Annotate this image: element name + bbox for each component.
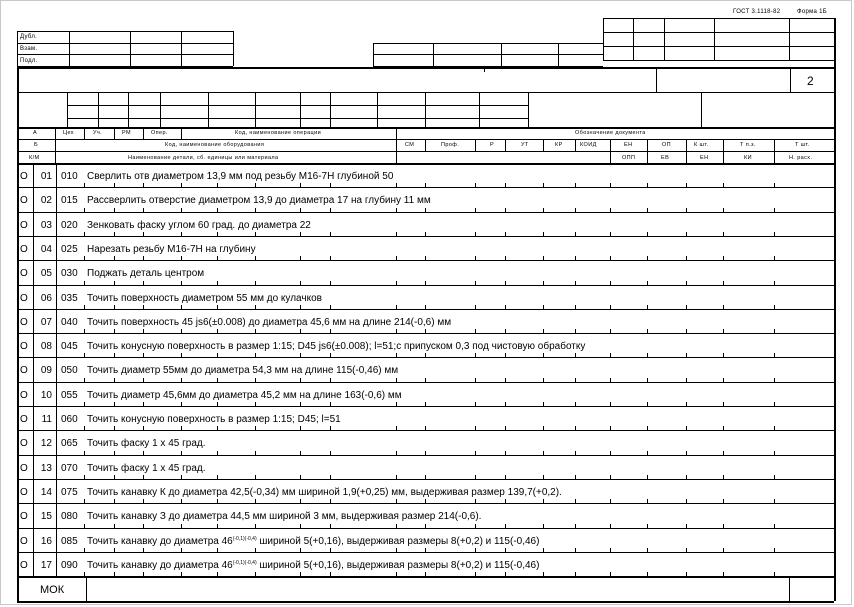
grid-line — [300, 92, 301, 127]
col-equipment: Код, наименование оборудования — [165, 142, 265, 148]
row-prefix: О — [20, 365, 28, 376]
main-frame-top — [17, 67, 834, 69]
operation-code: 010 — [61, 171, 78, 182]
operation-code: 020 — [61, 220, 78, 231]
col-op: ОП — [662, 142, 672, 148]
grid-line — [208, 92, 209, 127]
table-row-separator — [17, 503, 834, 504]
col-t-sht: Т шт. — [795, 142, 810, 148]
table-row — [0, 317, 854, 331]
grid-line — [17, 31, 233, 32]
row-number: 01 — [40, 171, 52, 182]
table-row — [0, 560, 854, 574]
grid-line — [17, 151, 834, 152]
col-uch: Уч. — [93, 130, 103, 136]
row-prefix: О — [20, 438, 28, 449]
row-prefix: О — [20, 487, 28, 498]
standard-label: ГОСТ 3.1118-82 — [733, 9, 781, 15]
operation-text: Точить фаску 1 х 45 град. — [87, 463, 206, 474]
grid-line — [701, 92, 702, 127]
podl-label: Подл. — [20, 58, 38, 64]
table-row-separator — [17, 236, 834, 237]
operation-code: 035 — [61, 293, 78, 304]
grid-line — [714, 18, 715, 60]
table-row — [0, 220, 854, 234]
table-row — [0, 171, 854, 185]
grid-line — [656, 67, 657, 92]
operation-code: 080 — [61, 511, 78, 522]
table-row — [0, 438, 854, 452]
grid-line — [575, 139, 576, 151]
row-prefix: О — [20, 511, 28, 522]
col-doc-designation: Обозначение документа — [575, 130, 646, 136]
col-oper: Опер. — [151, 130, 168, 136]
table-row-separator — [17, 357, 834, 358]
table-row-separator — [17, 187, 834, 188]
grid-line — [603, 18, 834, 19]
table-row-separator — [17, 285, 834, 286]
grid-line — [633, 18, 634, 60]
row-number: 14 — [40, 487, 52, 498]
grid-line — [377, 92, 378, 127]
row-number: 03 — [40, 220, 52, 231]
grid-line — [789, 18, 790, 60]
row-number: 04 — [40, 244, 52, 255]
grid-line — [17, 577, 834, 578]
operation-code: 030 — [61, 268, 78, 279]
operation-text: Точить конусную поверхность в размер 1:15; D45; l=51 — [87, 414, 341, 425]
operation-code: 040 — [61, 317, 78, 328]
col-part-name: Наименование детали, сб. единицы или материала — [128, 155, 279, 161]
table-row-separator — [17, 430, 834, 431]
col-rm: РМ — [122, 130, 131, 136]
row-prefix: О — [20, 293, 28, 304]
row-prefix: О — [20, 317, 28, 328]
grid-line — [17, 163, 834, 165]
row-number: 12 — [40, 438, 52, 449]
grid-line — [160, 92, 161, 127]
grid-line — [17, 31, 18, 66]
operation-text-part-a: Точить канавку до диаметра 46 — [87, 536, 233, 547]
row-number: 13 — [40, 463, 52, 474]
row-prefix: О — [20, 171, 28, 182]
grid-line — [181, 31, 182, 66]
grid-line — [67, 118, 528, 119]
row-prefix: О — [20, 414, 28, 425]
grid-line — [425, 92, 426, 127]
operation-text: Рассверлить отверстие диаметром 13,9 до диаметра 17 на глубину 11 мм — [87, 195, 431, 206]
table-row-separator — [17, 260, 834, 261]
grid-line — [610, 139, 611, 163]
col-ev: ЕВ — [661, 155, 670, 161]
operation-code: 050 — [61, 365, 78, 376]
grid-line — [17, 54, 233, 55]
row-number: 08 — [40, 341, 52, 352]
col-b: Б — [34, 142, 39, 148]
col-sm: СМ — [405, 142, 415, 148]
grid-line — [603, 46, 834, 47]
row-number: 11 — [41, 414, 52, 425]
row-prefix: О — [20, 268, 28, 279]
tolerance-stack: (-0,1)(-0,4) — [232, 536, 257, 542]
col-k-sht: К шт. — [694, 142, 709, 148]
row-number: 17 — [40, 560, 52, 571]
operation-code: 045 — [61, 341, 78, 352]
tolerance-stack: (-0,1)(-0,4) — [232, 560, 257, 566]
grid-line — [233, 31, 234, 66]
table-row — [0, 414, 854, 428]
row-number: 15 — [40, 511, 52, 522]
row-number: 02 — [40, 195, 52, 206]
row-prefix: О — [20, 244, 28, 255]
grid-line — [255, 92, 256, 127]
grid-line — [425, 139, 426, 151]
footer-mok-label: МОК — [40, 584, 65, 596]
operation-code: 025 — [61, 244, 78, 255]
operation-code: 065 — [61, 438, 78, 449]
grid-line — [86, 577, 87, 601]
grid-line — [181, 127, 182, 139]
col-n-rash: Н. расх. — [789, 155, 813, 161]
vzam-label: Взам. — [20, 46, 38, 52]
row-number: 07 — [40, 317, 52, 328]
grid-line — [114, 127, 115, 139]
grid-line — [543, 139, 544, 151]
operation-text: Сверлить отв диаметром 13,9 мм под резьбу М16-7Н глубиной 50 — [87, 171, 394, 182]
col-en: ЕН — [624, 142, 633, 148]
grid-line — [647, 139, 648, 163]
col-en-2: ЕН — [700, 155, 709, 161]
row-number: 05 — [40, 268, 52, 279]
grid-line — [479, 92, 480, 127]
grid-line — [603, 32, 834, 33]
row-number: 09 — [40, 365, 52, 376]
dubl-label: Дубл. — [20, 34, 38, 40]
grid-line — [475, 139, 476, 151]
col-koid: КОИД — [580, 142, 597, 148]
grid-line — [143, 127, 144, 139]
row-prefix: О — [20, 390, 28, 401]
table-row-separator — [17, 309, 834, 310]
table-row-separator — [17, 333, 834, 334]
row-number: 10 — [40, 390, 52, 401]
operation-code: 060 — [61, 414, 78, 425]
sheet-number: 2 — [807, 74, 814, 88]
operation-text-part-a: Точить канавку до диаметра 46 — [87, 560, 233, 571]
col-km: К/М — [29, 155, 40, 161]
operation-text — [87, 560, 539, 571]
grid-line — [330, 92, 331, 127]
grid-line — [603, 18, 604, 60]
grid-line — [69, 31, 70, 66]
grid-line — [55, 127, 56, 163]
grid-line — [130, 31, 131, 66]
table-row — [0, 341, 854, 355]
operation-code: 070 — [61, 463, 78, 474]
operation-code: 015 — [61, 195, 78, 206]
grid-line — [501, 43, 502, 66]
grid-line — [505, 139, 506, 151]
operation-text: Точить канавку К до диаметра 42,5(-0,34) мм шириной 1,9(+0,25) мм, выдерживая размер 139,7(+0,2). — [87, 487, 562, 498]
row-prefix: О — [20, 195, 28, 206]
col-t-pz: Т п.з. — [740, 142, 756, 148]
col-r: Р — [490, 142, 495, 148]
operation-code: 075 — [61, 487, 78, 498]
col-kr: КР — [555, 142, 563, 148]
grid-line — [373, 43, 603, 44]
table-row-separator — [17, 212, 834, 213]
col-ut: УТ — [521, 142, 529, 148]
table-row-separator — [17, 552, 834, 553]
grid-line — [603, 60, 834, 61]
col-prof: Проф. — [441, 142, 460, 148]
table-row-separator — [17, 528, 834, 529]
operation-code: 085 — [61, 536, 78, 547]
table-row-separator — [17, 382, 834, 383]
row-prefix: О — [20, 220, 28, 231]
grid-line — [558, 43, 559, 66]
col-a: А — [33, 130, 38, 136]
row-prefix: О — [20, 463, 28, 474]
table-row — [0, 463, 854, 477]
table-row — [0, 268, 854, 282]
operation-text: Поджать деталь центром — [87, 268, 205, 279]
grid-line — [373, 54, 603, 55]
grid-line — [396, 127, 397, 163]
operation-text: Точить поверхность 45 js6(±0.008) до диаметра 45,6 мм на длине 214(-0,6) мм — [87, 317, 452, 328]
grid-line — [128, 92, 129, 127]
row-prefix: О — [20, 560, 28, 571]
operation-text: Нарезать резьбу М16-7Н на глубину — [87, 244, 256, 255]
table-row — [0, 511, 854, 525]
table-row — [0, 293, 854, 307]
col-ki: КИ — [744, 155, 752, 161]
row-number: 16 — [40, 536, 52, 547]
grid-line — [67, 92, 68, 127]
operation-text: Точить канавку З до диаметра 44,5 мм шириной 3 мм, выдерживая размер 214(-0,6). — [87, 511, 482, 522]
col-operation-name: Код, наименование операции — [235, 130, 322, 136]
grid-line — [664, 18, 665, 60]
table-row — [0, 195, 854, 209]
col-opp: ОПП — [622, 155, 636, 161]
grid-line — [686, 139, 687, 163]
grid-line — [17, 43, 233, 44]
table-row — [0, 390, 854, 404]
table-row — [0, 365, 854, 379]
operation-text: Точить диаметр 45,6мм до диаметра 45,2 мм на длине 163(-0,6) мм — [87, 390, 402, 401]
grid-line — [67, 105, 528, 106]
operation-text: Зенковать фаску углом 60 град. до диаметра 22 — [87, 220, 311, 231]
grid-line — [433, 43, 434, 66]
table-row-separator — [17, 455, 834, 456]
table-row — [0, 244, 854, 258]
operation-text-part-b: шириной 5(+0,16), выдерживая размеры 8(+0,2) и 115(-0,46) — [256, 536, 540, 547]
operation-text: Точить фаску 1 х 45 град. — [87, 438, 206, 449]
operation-code: 055 — [61, 390, 78, 401]
grid-line — [774, 139, 775, 163]
col-ceh: Цех — [63, 130, 74, 136]
grid-line — [789, 577, 790, 601]
table-row — [0, 536, 854, 550]
operation-code: 090 — [61, 560, 78, 571]
table-row — [0, 487, 854, 501]
grid-line — [84, 127, 85, 139]
grid-line — [17, 127, 834, 129]
grid-line — [723, 139, 724, 163]
table-row-separator — [17, 479, 834, 480]
form-label: Форма 1Б — [797, 9, 828, 15]
operation-text: Точить поверхность диаметром 55 мм до кулачков — [87, 293, 322, 304]
grid-line — [373, 43, 374, 66]
operation-text — [87, 536, 539, 547]
row-number: 06 — [40, 293, 52, 304]
main-frame-bottom — [17, 601, 834, 603]
operation-text: Точить конусную поверхность в размер 1:15; D45 js6(±0.008); l=51;с припуском 0,3 под чистовую обработку — [87, 341, 586, 352]
grid-line — [528, 92, 529, 127]
table-row-separator — [17, 406, 834, 407]
grid-line — [98, 92, 99, 127]
operation-text-part-b: шириной 5(+0,16), выдерживая размеры 8(+0,2) и 115(-0,46) — [256, 560, 540, 571]
table-row-separator — [17, 576, 834, 577]
grid-line — [790, 67, 791, 92]
row-prefix: О — [20, 341, 28, 352]
row-prefix: О — [20, 536, 28, 547]
operation-text: Точить диаметр 55мм до диаметра 54,3 мм на длине 115(-0,46) мм — [87, 365, 399, 376]
